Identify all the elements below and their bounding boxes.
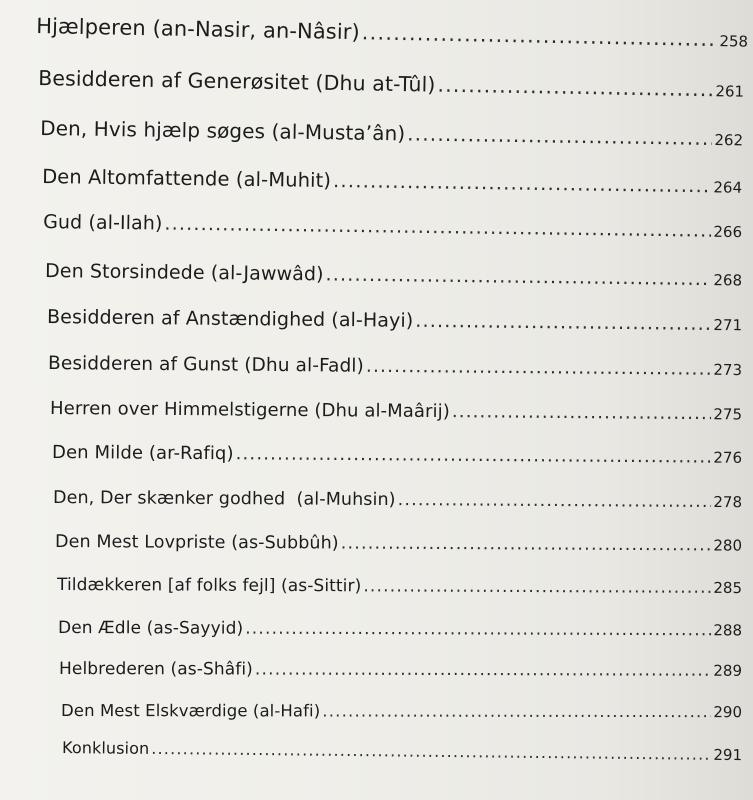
toc-entry: [61, 701, 742, 721]
toc-entry-title: Hjælperen (an-Nasir, an-Nâsir): [36, 14, 361, 45]
toc-entry: [47, 306, 742, 335]
toc-leader-dots: [164, 213, 711, 242]
toc-leader-dots: [236, 443, 712, 467]
toc-entry: [53, 488, 742, 512]
toc-entry-title: Besidderen af Generøsitet (Dhu at-Tûl): [38, 66, 436, 97]
toc-entry-page: 289: [713, 661, 743, 680]
toc-entry-page: 258: [719, 32, 749, 51]
toc-entry-title: Den, Hvis hjælp søges (al-Musta’ân): [40, 116, 406, 146]
toc-entry-page: 278: [713, 493, 743, 512]
toc-entry-page: 290: [713, 703, 743, 722]
toc-leader-dots: [452, 401, 712, 424]
toc-entry: [40, 116, 743, 150]
toc-entry-page: 268: [713, 271, 743, 290]
toc-entry-page: 285: [713, 578, 743, 597]
toc-entry-title: Helbrederen (as-Shâfi): [59, 659, 253, 680]
toc-entry-title: Den Mest Elskværdige (al-Hafi): [61, 701, 321, 721]
toc-entry: [58, 618, 742, 640]
toc-entry: [45, 260, 742, 291]
toc-entry-title: Den Storsindede (al-Jawwâd): [45, 260, 324, 286]
toc-entry-page: 280: [713, 536, 743, 555]
toc-entry: [59, 659, 742, 681]
toc-leader-dots: [245, 619, 711, 641]
toc-entry-page: 264: [713, 178, 743, 197]
toc-entry-title: Den Mest Lovpriste (as-Subbûh): [55, 532, 339, 554]
toc-entry-page: 262: [714, 131, 744, 150]
toc-entry: [57, 575, 742, 598]
toc-leader-dots: [437, 73, 713, 102]
toc-entry: [48, 353, 742, 380]
toc-entry-title: Den Altomfattende (al-Muhit): [42, 165, 332, 193]
toc-entry-page: 266: [713, 222, 743, 242]
toc-entry-title: Konklusion: [62, 738, 150, 758]
toc-entry-title: Den Ædle (as-Sayyid): [58, 618, 244, 639]
toc-entry-title: Besidderen af Anstændighed (al-Hayi): [47, 306, 414, 332]
toc-leader-dots: [341, 533, 712, 555]
toc-leader-dots: [322, 701, 711, 721]
toc-entry-page: 261: [715, 82, 745, 101]
toc-entry-page: 275: [713, 405, 743, 424]
toc-entry-page: 273: [713, 360, 743, 380]
toc-leader-dots: [325, 263, 711, 290]
toc-entry-title: Besidderen af Gunst (Dhu al-Fadl): [48, 353, 364, 377]
toc-entry-title: Gud (al-Ilah): [43, 211, 163, 235]
toc-entry-page: 276: [713, 448, 743, 467]
toc-leader-dots: [362, 20, 718, 51]
toc-entry-title: Den, Der skænker godhed (al-Muhsin): [53, 488, 396, 511]
toc-entry-page: 288: [713, 621, 743, 640]
toc-entry: [38, 66, 744, 102]
toc-entry-title: Den Milde (ar-Rafiq): [52, 442, 234, 465]
toc-leader-dots: [151, 739, 711, 764]
toc-entry-page: 291: [713, 745, 743, 765]
toc-entry: [62, 738, 742, 764]
toc-entry-page: 271: [713, 315, 743, 335]
toc-leader-dots: [333, 169, 712, 197]
toc-entry: [52, 442, 742, 468]
toc-entry: [36, 14, 748, 52]
toc-leader-dots: [398, 490, 712, 512]
toc-leader-dots: [366, 356, 712, 380]
toc-leader-dots: [255, 660, 712, 681]
toc-leader-dots: [415, 310, 711, 335]
toc-entry: [50, 398, 742, 424]
toc-entry: [55, 532, 742, 556]
toc-leader-dots: [363, 576, 711, 598]
toc-entry-title: Tildækkeren [af folks fejl] (as-Sittir): [57, 575, 362, 597]
toc-leader-dots: [407, 121, 713, 150]
toc-entry-title: Herren over Himmelstigerne (Dhu al-Maârij): [50, 398, 450, 423]
toc-entry: [43, 211, 742, 242]
toc-entry: [42, 165, 742, 198]
